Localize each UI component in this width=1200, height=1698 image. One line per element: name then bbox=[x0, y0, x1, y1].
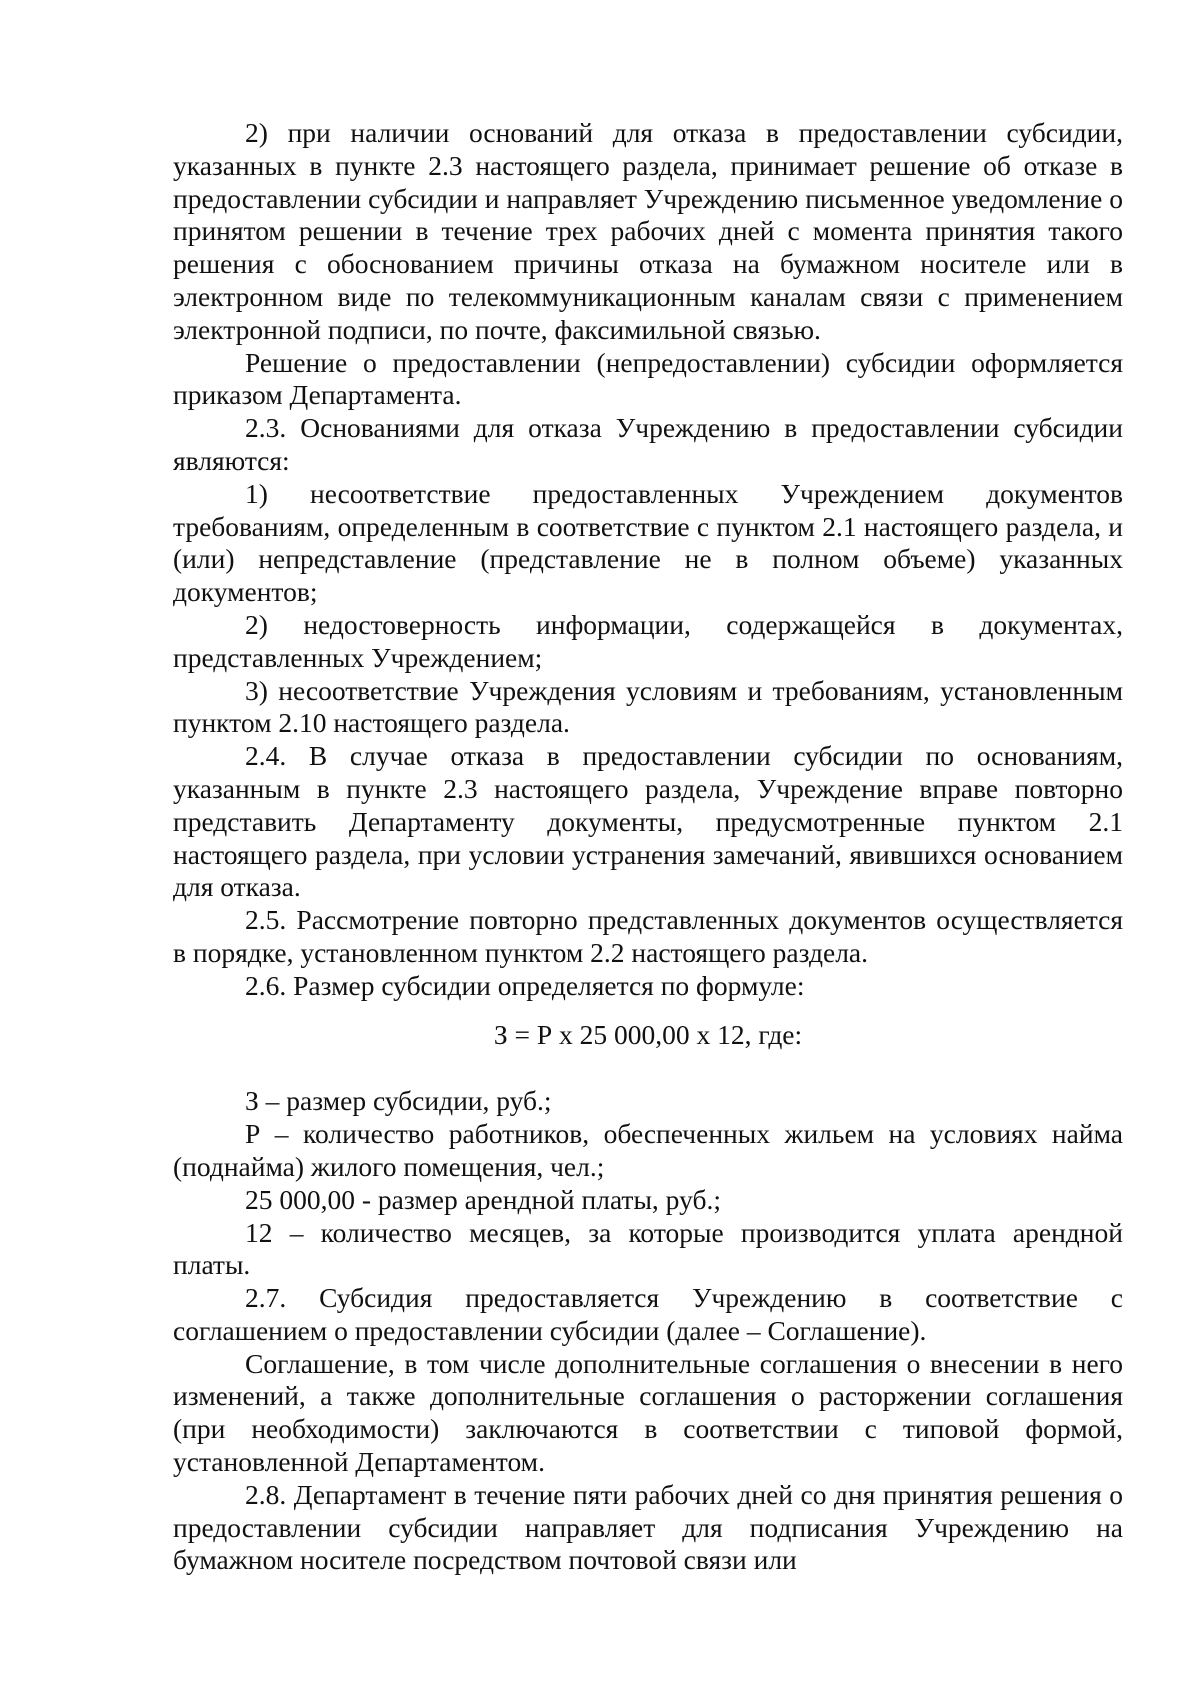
paragraph-2-3-item-3: 3) несоответствие Учреждения условиям и требованиям, установленным пунктом 2.10 настоящего раздела. bbox=[173, 674, 1123, 739]
paragraph-decision-order: Решение о предоставлении (непредоставлении) субсидии оформляется приказом Департамента. bbox=[173, 346, 1123, 411]
paragraph-2-3-item-2: 2) недостоверность информации, содержащейся в документах, представленных Учреждением; bbox=[173, 608, 1123, 673]
paragraph-2-5: 2.5. Рассмотрение повторно представленных документов осуществляется в порядке, установленном пунктом 2.2 настоящего раздела. bbox=[173, 904, 1123, 968]
document-page bbox=[173, 117, 1123, 1577]
formula-definition-r: Р – количество работников, обеспеченных жильем на условиях найма (поднайма) жилого помещения, чел.; bbox=[173, 1118, 1123, 1182]
paragraph-2-3-item-1: 1) несоответствие предоставленных Учреждением документов требованиям, определенным в соответствие с пунктом 2.1 настоящего раздела, и (или) непредставление (представление не в полном объеме) указанных документов; bbox=[173, 477, 1123, 608]
paragraph-2-2-item-2: 2) при наличии оснований для отказа в предоставлении субсидии, указанных в пункте 2.3 настоящего раздела, принимает решение об отказе в предоставлении субсидии и направляет Учреждению письменное уведомление о принятом решении в течение трех рабочих дней с момента принятия такого решения с обоснованием причины отказа на бумажном носителе или в электронном виде по телекоммуникационным каналам связи с применением электронной подписи, по почте, факсимильной связью. bbox=[173, 117, 1123, 345]
paragraph-2-4: 2.4. В случае отказа в предоставлении субсидии по основаниям, указанным в пункте 2.3 настоящего раздела, Учреждение вправе повторно представить Департаменту документы, предусмотренные пунктом 2.1 настоящего раздела, при условии устранения замечаний, явившихся основанием для отказа. bbox=[173, 740, 1123, 903]
formula-definition-rent: 25 000,00 - размер арендной платы, руб.; bbox=[245, 1183, 721, 1215]
paragraph-2-8: 2.8. Департамент в течение пяти рабочих дней со дня принятия решения о предоставлении субсидии направляет для подписания Учреждению на бумажном носителе посредством почтовой связи или bbox=[173, 1478, 1123, 1576]
paragraph-2-7: 2.7. Субсидия предоставляется Учреждению в соответствие с соглашением о предоставлении субсидии (далее – Соглашение). bbox=[173, 1282, 1123, 1346]
formula-definition-months: 12 – количество месяцев, за которые производится уплата арендной платы. bbox=[173, 1216, 1123, 1281]
formula-block bbox=[173, 1003, 1123, 1086]
paragraph-2-6: 2.6. Размер субсидии определяется по формуле: bbox=[245, 969, 805, 1001]
subsidy-formula: З = Р х 25 000,00 х 12, где: bbox=[493, 1018, 803, 1050]
formula-definition-z: З – размер субсидии, руб.; bbox=[245, 1085, 552, 1117]
paragraph-2-3: 2.3. Основаниями для отказа Учреждению в предоставлении субсидии являются: bbox=[173, 412, 1123, 476]
paragraph-agreement-form: Соглашение, в том числе дополнительные соглашения о внесении в него изменений, а также дополнительные соглашения о расторжении соглашения (при необходимости) заключаются в соответствии с типовой формой, установленной Департаментом. bbox=[173, 1347, 1123, 1478]
